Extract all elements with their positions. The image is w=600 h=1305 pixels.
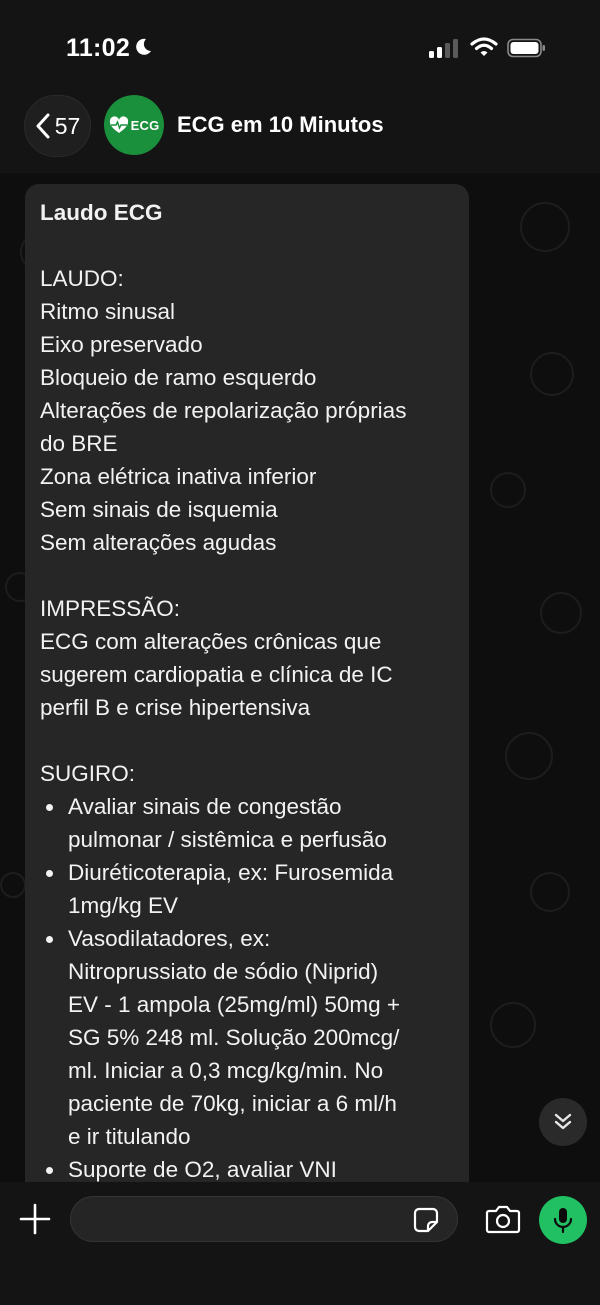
status-time: 11:02 bbox=[66, 34, 131, 62]
bullet-line: Vasodilatadores, ex: bbox=[68, 926, 271, 951]
avatar[interactable] bbox=[104, 95, 164, 155]
bullet-line: e ir titulando bbox=[68, 1124, 191, 1149]
message-bubble[interactable] bbox=[25, 184, 469, 1184]
battery-icon bbox=[507, 38, 547, 58]
back-button[interactable] bbox=[24, 95, 91, 157]
bullet-dot-icon bbox=[46, 1167, 53, 1174]
signal-icon bbox=[428, 38, 462, 58]
bullet-line: SG 5% 248 ml. Solução 200mcg/ bbox=[68, 1025, 400, 1050]
blank-line bbox=[40, 559, 455, 592]
status-bar bbox=[0, 0, 600, 95]
bullet-line: Avaliar sinais de congestão bbox=[68, 794, 342, 819]
bullet-line: Nitroprussiato de sódio (Niprid) bbox=[68, 959, 379, 984]
bullet-item bbox=[40, 856, 455, 922]
message-line: Ritmo sinusal bbox=[40, 299, 176, 324]
message-line: Sem alterações agudas bbox=[40, 530, 277, 555]
microphone-icon bbox=[552, 1206, 574, 1234]
message-line: do BRE bbox=[40, 431, 118, 456]
message-line: Eixo preservado bbox=[40, 332, 203, 357]
scroll-to-bottom-button[interactable] bbox=[539, 1098, 587, 1146]
chat-title[interactable]: ECG em 10 Minutos bbox=[177, 112, 384, 137]
message-line: Bloqueio de ramo esquerdo bbox=[40, 365, 317, 390]
message-body bbox=[40, 229, 455, 1184]
unread-count: 57 bbox=[54, 112, 81, 139]
bullet-line: paciente de 70kg, iniciar a 6 ml/h bbox=[68, 1091, 397, 1116]
message-line: LAUDO: bbox=[40, 266, 124, 291]
bullet-item bbox=[40, 922, 455, 1153]
camera-icon[interactable] bbox=[485, 1204, 521, 1234]
message-line: sugerem cardiopatia e clínica de IC bbox=[40, 662, 393, 687]
sticker-icon[interactable] bbox=[413, 1207, 439, 1233]
double-chevron-down-icon bbox=[552, 1111, 574, 1133]
bullet-dot-icon bbox=[46, 936, 53, 943]
message-line: Sem sinais de isquemia bbox=[40, 497, 278, 522]
blank-line bbox=[40, 229, 455, 262]
bullet-line: EV - 1 ampola (25mg/ml) 50mg + bbox=[68, 992, 401, 1017]
message-line: SUGIRO: bbox=[40, 761, 136, 786]
input-bar bbox=[0, 1182, 600, 1305]
message-line: IMPRESSÃO: bbox=[40, 596, 181, 621]
heart-pulse-icon bbox=[109, 116, 129, 134]
bullet-item bbox=[40, 1153, 455, 1184]
message-line: Alterações de repolarização próprias bbox=[40, 398, 407, 423]
avatar-text: ECG bbox=[130, 117, 160, 133]
blank-line bbox=[40, 724, 455, 757]
avatar-logo bbox=[109, 116, 160, 134]
message-input[interactable] bbox=[70, 1196, 458, 1242]
bullet-line: Diuréticoterapia, ex: Furosemida bbox=[68, 860, 394, 885]
bullet-line: ml. Iniciar a 0,3 mcg/kg/min. No bbox=[68, 1058, 384, 1083]
back-chevron-icon bbox=[35, 112, 51, 140]
moon-icon bbox=[133, 37, 153, 57]
chat-header bbox=[0, 95, 600, 173]
plus-icon[interactable] bbox=[18, 1202, 52, 1236]
message-line: Zona elétrica inativa inferior bbox=[40, 464, 317, 489]
bullet-line: 1mg/kg EV bbox=[68, 893, 179, 918]
bullet-dot-icon bbox=[46, 804, 53, 811]
message-line: perfil B e crise hipertensiva bbox=[40, 695, 311, 720]
bullet-dot-icon bbox=[46, 870, 53, 877]
bullet-line: pulmonar / sistêmica e perfusão bbox=[68, 827, 387, 852]
wifi-icon bbox=[470, 36, 498, 58]
message-title: Laudo ECG bbox=[40, 200, 163, 225]
bullet-line: Suporte de O2, avaliar VNI bbox=[68, 1157, 337, 1182]
message-line: ECG com alterações crônicas que bbox=[40, 629, 382, 654]
bullet-item bbox=[40, 790, 455, 856]
microphone-button[interactable] bbox=[539, 1196, 587, 1244]
